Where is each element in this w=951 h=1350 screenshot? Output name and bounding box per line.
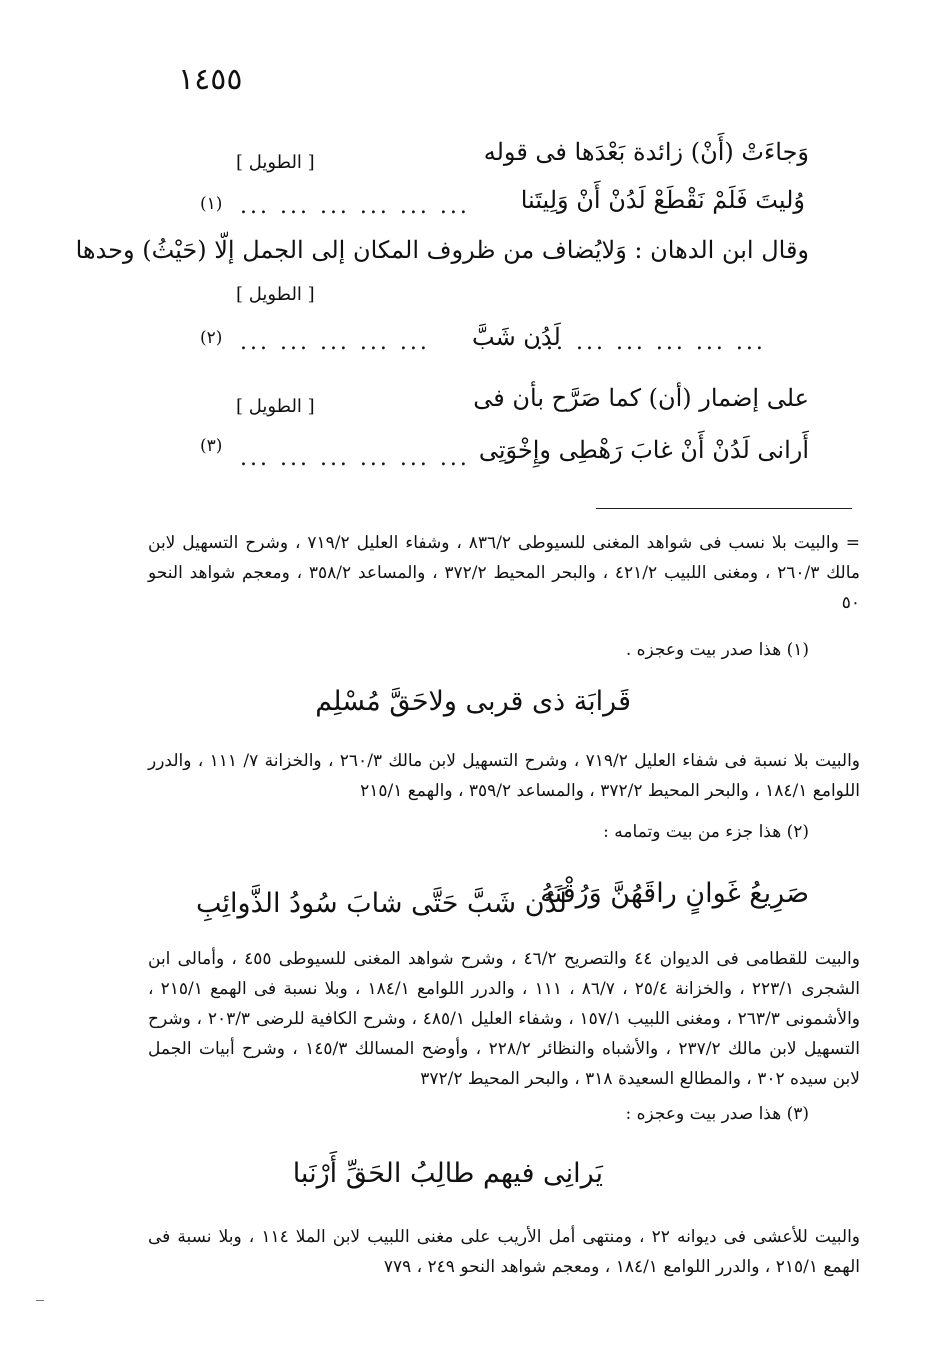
footnote-1-poem: قَرابَة ذى قربى ولاحَقَّ مُسْلِم: [315, 686, 631, 717]
verse-2-fragment: لَدُن شَبَّ: [472, 323, 561, 351]
footnote-1-text: والبيت بلا نسبة فى شفاء العليل ٧١٩/٢ ، وشرح التسهيل لابن مالك ٢٦٠/٣ ، والخزانة ٧/ ١١١ ، والدرر اللوامع ١٨٤/١ ، والبحر المحيط ٣٧٢/٢ ، والمساعد ٣٥٩/٢ ، والهمع ٢١٥/١: [148, 751, 861, 801]
page-number: ١٤٥٥: [178, 62, 243, 97]
footnote-2-heading: (٢) هذا جزء من بيت وتمامه :: [603, 822, 809, 842]
ellipsis-1: ... ... ... ... ... ...: [240, 194, 470, 219]
verse-1: وُليتَ فَلَمْ نَقْطَعْ لَدُنْ أَنْ وَلِيتَنا: [520, 186, 805, 214]
footnote-3-heading: (٣) هذا صدر بيت وعجزه :: [625, 1104, 809, 1124]
verse-3: أَرانى لَدُنْ أَنْ غابَ رَهْطِى وإِخْوَتِى: [478, 436, 809, 464]
footnote-3-poem: يَرانِى فيهم طالِبُ الحَقِّ أَرْنَبا: [292, 1158, 603, 1189]
footnote-marker-2: (٢): [200, 328, 223, 348]
intro-line-1: وَجاءَتْ (أَنْ) زائدة بَعْدَها فى قوله: [483, 138, 809, 166]
scan-edge-mark: [36, 1300, 44, 1301]
footnote-2-text: والبيت للقطامى فى الديوان ٤٤ والتصريح ٤٦/٢ ، وشرح شواهد المغنى للسيوطى ٤٥٥ ، وأمالى ابن الشجرى ٢٢٣/١ ، والخزانة ٢٥/٤ ، ٨٦/٧ ، ١١١ ، والدرر اللوامع ١٨٤/١ ، وبلا نسبة فى الهمع ٢١٥/١ ، والأشمونى ٢٦٣/٣ ، ومغنى اللبيب ١٥٧/١ ، وشفاء العليل ٤٨٥/١ ، وشرح الكافية للرضى ٢٠٣/٣ ، وشرح التسهيل لابن مالك ٢٣٧/٢ ، والأشباه والنظائر ٢٢٨/٢ ، وأوضح المسالك ١٤٥/٣ ، وشرح أبيات الجمل لابن سيده ٣٠٢ ، والمطالع السعيدة ٣١٨ ، والبحر المحيط ٣٧٢/٢: [148, 949, 861, 1089]
footnote-marker-1: (١): [200, 194, 223, 214]
ellipsis-2b: ... ... ... ... ...: [240, 330, 430, 355]
footnote-continuation: = والبيت بلا نسب فى شواهد المغنى للسيوطى ٨٣٦/٢ ، وشفاء العليل ٧١٩/٢ ، وشرح التسهيل لابن مالك ٢٦٠/٣ ، ومغنى اللبيب ٤٢١/٢ ، والبحر المحيط ٣٧٢/٢ ، والمساعد ٣٥٨/٢ ، ومعجم شواهد النحو ٥٠: [148, 533, 860, 613]
meter-label-2: [ الطويل ]: [236, 284, 315, 305]
meter-label-3: [ الطويل ]: [236, 396, 315, 417]
footnote-2-poem-first-half: صَرِيعُ غَوانٍ راقَهُنَّ وَرُقْنَهُ: [540, 878, 809, 909]
ellipsis-2a: ... ... ... ... ... ...: [536, 330, 766, 355]
footnote-3-text: والبيت للأعشى فى ديوانه ٢٢ ، ومنتهى أمل الأريب على مغنى اللبيب لابن الملا ١١٤ ، وبلا نسبة فى الهمع ٢١٥/١ ، والدرر اللوامع ١٨٤/١ ، ومعجم شواهد النحو ٢٤٩ ، ٧٧٩: [148, 1227, 861, 1277]
meter-label-1: [ الطويل ]: [236, 152, 315, 173]
ellipsis-3: ... ... ... ... ... ...: [240, 446, 470, 471]
footnote-separator: [596, 508, 852, 509]
footnote-1-heading: (١) هذا صدر بيت وعجزه .: [625, 640, 809, 660]
intro-line-2: وقال ابن الدهان : وَلايُضاف من ظروف المكان إلى الجمل إلّا (حَيْثُ) وحدها: [75, 236, 809, 264]
intro-line-3: على إضمار (أن) كما صَرَّح بأن فى: [473, 384, 809, 412]
footnote-2-poem-second-half: لَدُن شَبَّ حَتَّى شابَ سُودُ الذَّوائِبِ: [196, 888, 567, 919]
footnote-marker-3: (٣): [200, 436, 223, 456]
